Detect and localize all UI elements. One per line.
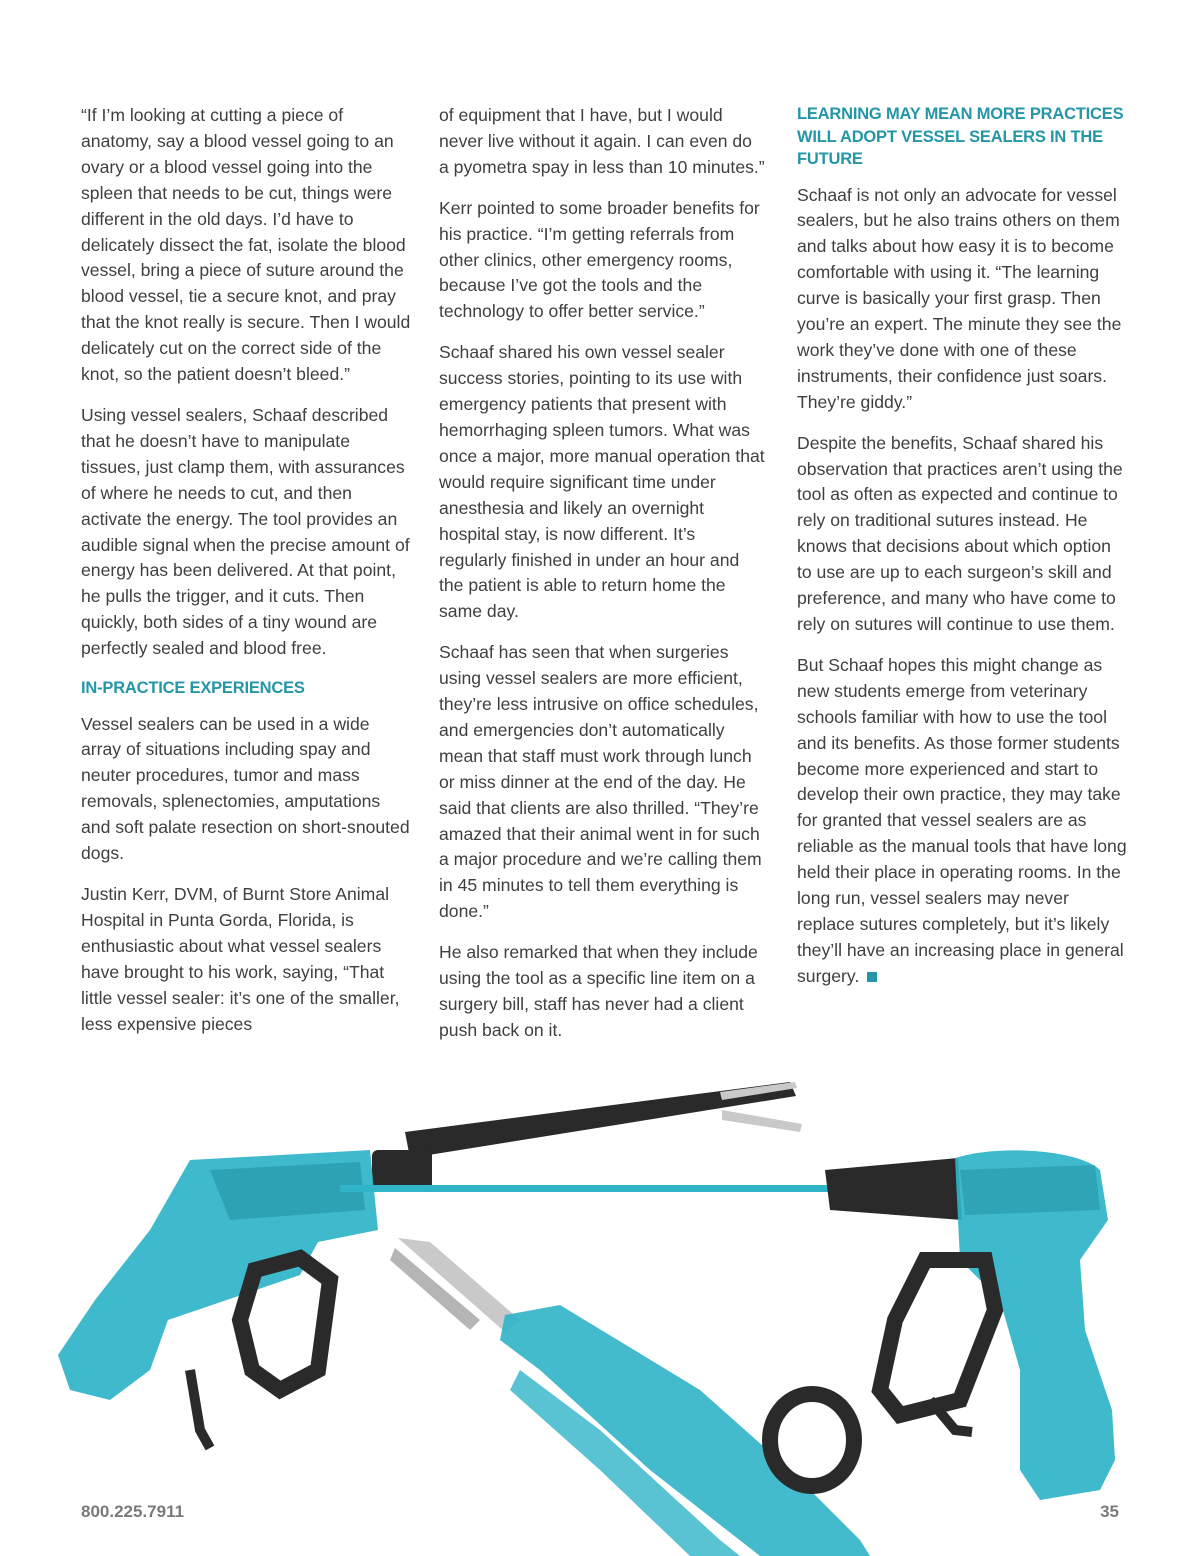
paragraph-text: But Schaaf hopes this might change as new students emerge from veterinary schools familiar with how to use the tool and its benefits. As those former students become more experienced and start to develop their own practice, they may take for granted that vessel sealers are as reliable as the manual tools that have long held their place in operating rooms. In the long run, vessel sealers may never replace sutures completely, but it’s likely they’ll have an increasing place in general surgery. [797,654,1127,986]
section-heading: LEARNING MAY MEAN MORE PRACTICES WILL ADOPT VESSEL SEALERS IN THE FUTURE [797,105,1124,168]
paragraph: Justin Kerr, DVM, of Burnt Store Animal Hospital in Punta Gorda, Florida, is enthusiastic about what vessel sealers have brought to his work, saying, “That little vessel sealer: it’s one of the smaller, less expensive pieces [81,883,400,1034]
paragraph: Despite the benefits, Schaaf shared his observation that practices aren’t using the tool as often as expected and continue to rely on traditional sutures instead. He knows that decisions about which option to use are up to each surgeon’s skill and preference, and many who have come to rely on sutures will continue to use them. [797,432,1123,634]
paragraph: Schaaf shared his own vessel sealer success stories, pointing to its use with emergency patients that present with hemorrhaging spleen tumors. What was once a major, more manual operation that would require significant time under anesthesia and likely an overnight hospital stay, is now different. It’s regularly finished in under an hour and the patient is able to return home the same day. [439,342,765,622]
paragraph: of equipment that I have, but I would never live without it again. I can even do a pyometra spay in less than 10 minutes.” [439,105,765,177]
article-column-2 [439,103,765,1059]
end-of-article-mark [867,972,877,982]
paragraph [797,653,1127,990]
paragraph: Vessel sealers can be used in a wide array of situations including spay and neuter procedures, tumor and mass removals, splenectomies, amputations and soft palate resection on short-snouted dogs. [81,713,410,864]
article-column-3 [797,103,1127,1005]
footer-phone-number: 800.225.7911 [81,1502,185,1521]
handheld-sealer-icon [390,1238,870,1556]
paragraph: “If I’m looking at cutting a piece of anatomy, say a blood vessel going to an ovary or a blood vessel going into the spleen that needs to be cut, things were different in the old days. I’d have to delicately dissect the fat, isolate the blood vessel, bring a piece of suture around the blood vessel, tie a secure knot, and pray that the knot really is secure. Then I would delicately cut on the correct side of the knot, so the patient doesn’t bleed.” [81,105,411,385]
paragraph: He also remarked that when they include using the tool as a specific line item on a surgery bill, staff has never had a client push back on it. [439,942,758,1040]
shaft-icon [340,1185,830,1192]
right-vessel-sealer-icon [825,1150,1115,1500]
paragraph: Using vessel sealers, Schaaf described that he doesn’t have to manipulate tissues, just clamp them, with assurances of where he needs to cut, and then activate the energy. The tool provides an audible signal when the precise amount of energy has been delivered. At that point, he pulls the trigger, and it cuts. Then quickly, both sides of a tiny wound are perfectly sealed and blood free. [81,404,410,659]
page-number: 35 [1100,1502,1119,1521]
article-column-1 [81,103,411,1052]
vessel-sealer-instruments-illustration [0,1070,1200,1556]
section-heading: IN-PRACTICE EXPERIENCES [81,679,305,698]
paragraph: Schaaf has seen that when surgeries using vessel sealers are more efficient, they’re less intrusive on office schedules, and emergencies don’t automatically mean that staff must work through lunch or miss dinner at the end of the day. He said that clients are also thrilled. “They’re amazed that their animal went in for such a major procedure and we’re calling them in 45 minutes to tell them everything is done.” [439,642,762,922]
paragraph: Schaaf is not only an advocate for vessel sealers, but he also trains others on them and talks about how easy it is to become comfortable with using it. “The learning curve is basically your first grasp. Then you’re an expert. The minute they see the work they’ve done with one of these instruments, their confidence just soars. They’re giddy.” [797,184,1122,412]
paragraph: Kerr pointed to some broader benefits for his practice. “I’m getting referrals from other clinics, other emergency rooms, because I’ve got the tools and the technology to offer better service.” [439,197,760,322]
